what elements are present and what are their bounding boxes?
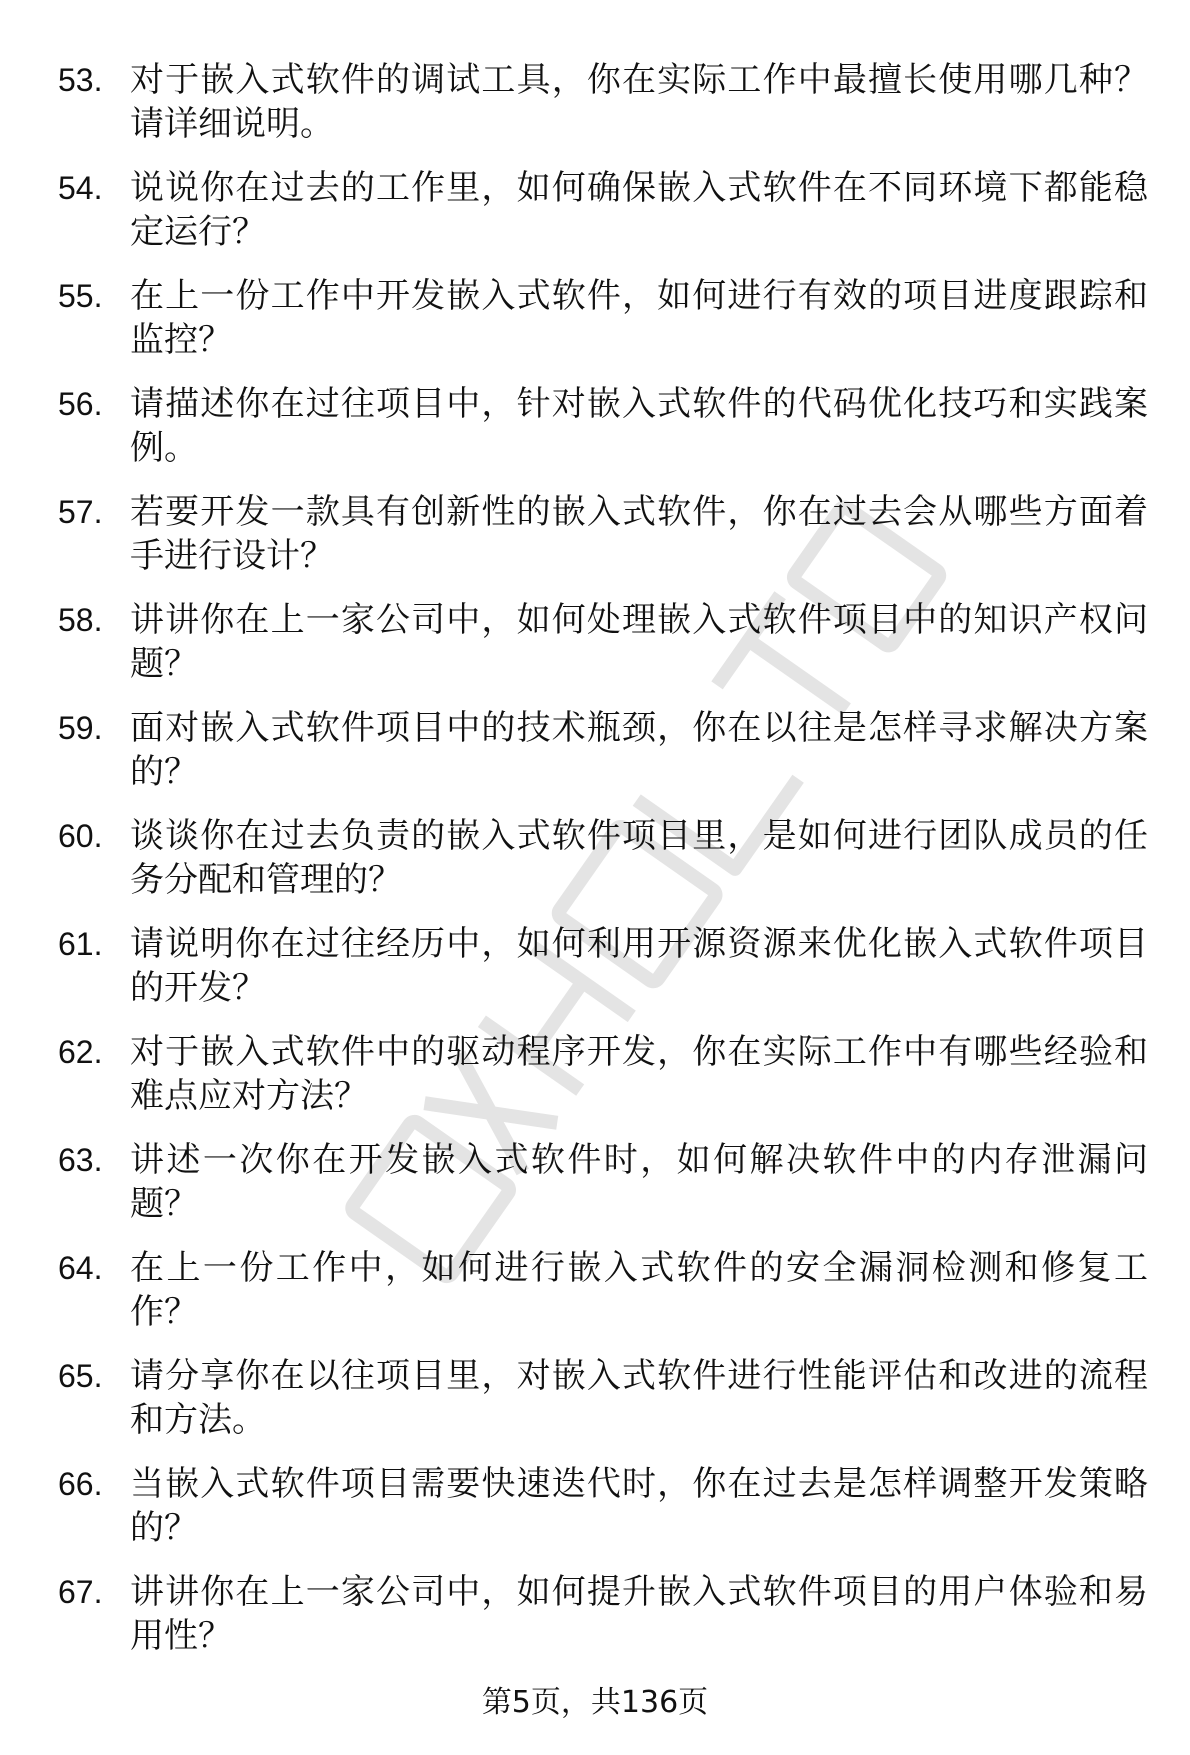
question-item <box>58 1462 1148 1550</box>
question-number: 55. <box>58 278 103 314</box>
question-item <box>58 922 1148 1010</box>
question-text: 讲讲你在上一家公司中，如何提升嵌入式软件项目的用户体验和易用性？ <box>130 1572 1148 1656</box>
question-number: 53. <box>58 62 103 98</box>
question-item <box>58 598 1148 686</box>
question-number: 62. <box>58 1034 103 1070</box>
question-item <box>58 58 1148 146</box>
question-number: 65. <box>58 1358 103 1394</box>
question-text: 谈谈你在过去负责的嵌入式软件项目里，是如何进行团队成员的任务分配和管理的？ <box>130 816 1148 900</box>
question-text: 讲讲你在上一家公司中，如何处理嵌入式软件项目中的知识产权问题？ <box>130 600 1148 684</box>
question-number: 63. <box>58 1142 103 1178</box>
question-number: 59. <box>58 710 103 746</box>
question-number: 56. <box>58 386 103 422</box>
question-text: 若要开发一款具有创新性的嵌入式软件，你在过去会从哪些方面着手进行设计？ <box>130 492 1148 576</box>
question-item <box>58 274 1148 362</box>
question-item <box>58 166 1148 254</box>
question-text: 当嵌入式软件项目需要快速迭代时，你在过去是怎样调整开发策略的？ <box>130 1464 1148 1548</box>
question-number: 61. <box>58 926 103 962</box>
question-item <box>58 1246 1148 1334</box>
question-text: 对于嵌入式软件的调试工具，你在实际工作中最擅长使用哪几种？请详细说明。 <box>130 60 1148 144</box>
page-footer: 第5页，共136页 <box>481 1685 709 1720</box>
question-text: 请说明你在过往经历中，如何利用开源资源来优化嵌入式软件项目的开发？ <box>130 924 1148 1008</box>
question-item <box>58 490 1148 578</box>
question-item <box>58 814 1148 902</box>
question-text: 面对嵌入式软件项目中的技术瓶颈，你在以往是怎样寻求解决方案的？ <box>130 708 1148 792</box>
question-text: 在上一份工作中，如何进行嵌入式软件的安全漏洞检测和修复工作？ <box>130 1248 1148 1332</box>
question-item <box>58 1570 1148 1658</box>
question-number: 57. <box>58 494 103 530</box>
question-text: 请描述你在过往项目中，针对嵌入式软件的代码优化技巧和实践案例。 <box>130 384 1148 468</box>
question-text: 说说你在过去的工作里，如何确保嵌入式软件在不同环境下都能稳定运行？ <box>130 168 1148 252</box>
question-list <box>58 58 1148 1678</box>
question-number: 67. <box>58 1574 103 1610</box>
question-text: 对于嵌入式软件中的驱动程序开发，你在实际工作中有哪些经验和难点应对方法？ <box>130 1032 1148 1116</box>
question-text: 请分享你在以往项目里，对嵌入式软件进行性能评估和改进的流程和方法。 <box>130 1356 1148 1440</box>
question-text: 在上一份工作中开发嵌入式软件，如何进行有效的项目进度跟踪和监控？ <box>130 276 1148 360</box>
question-number: 66. <box>58 1466 103 1502</box>
question-text: 讲述一次你在开发嵌入式软件时，如何解决软件中的内存泄漏问题？ <box>130 1140 1148 1224</box>
question-number: 54. <box>58 170 103 206</box>
question-item <box>58 382 1148 470</box>
question-item <box>58 1354 1148 1442</box>
question-item <box>58 706 1148 794</box>
question-item <box>58 1030 1148 1118</box>
question-number: 64. <box>58 1250 103 1286</box>
question-number: 60. <box>58 818 103 854</box>
question-number: 58. <box>58 602 103 638</box>
question-item <box>58 1138 1148 1226</box>
